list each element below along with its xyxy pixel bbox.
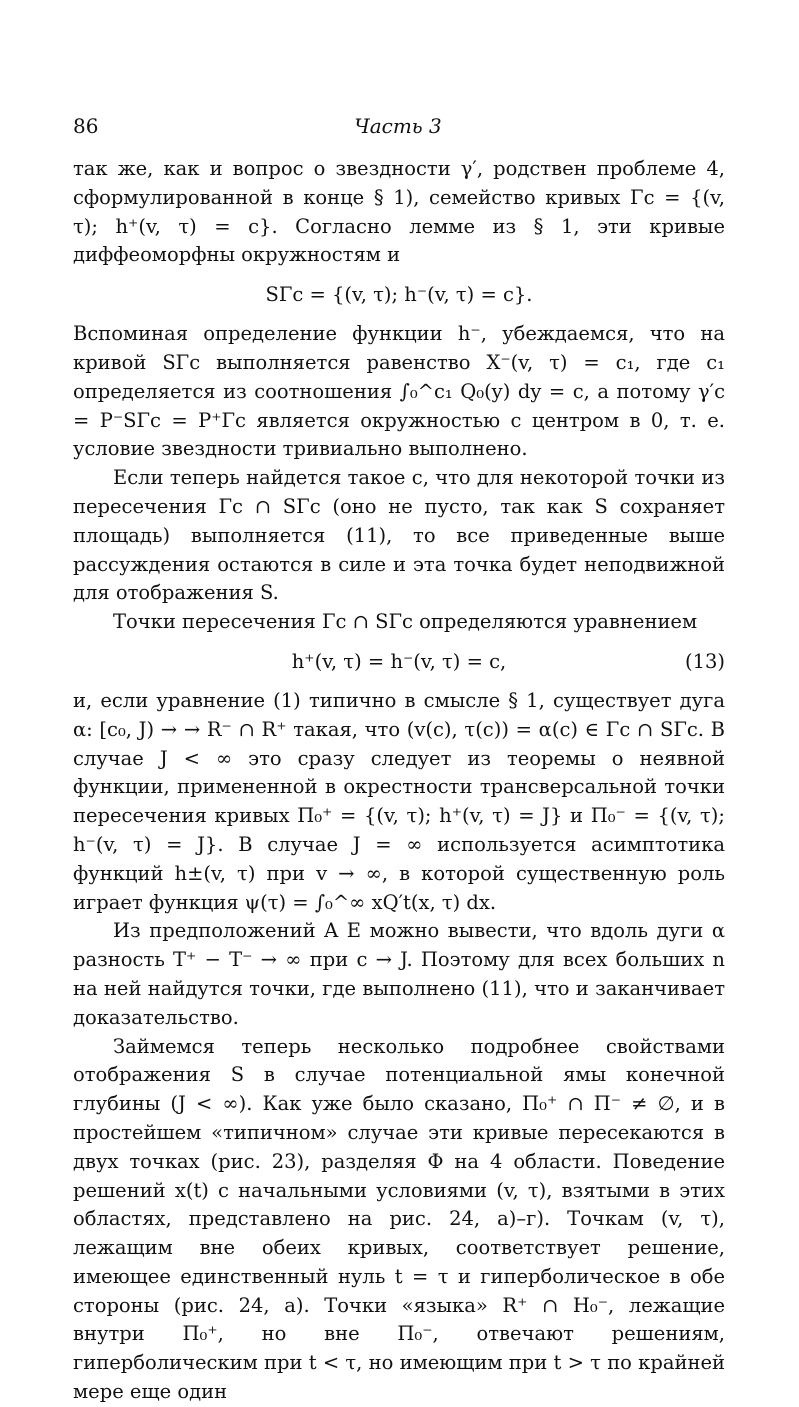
equation-text: SΓc = {(v, τ); h⁻(v, τ) = c}. [265,283,533,307]
display-equation-13 [73,647,725,677]
paragraph-1: так же, как и вопрос о звездности γ′, родствен проблеме 4, сформулированной в конце § 1), семейство кривых Γc = {(v, τ); h⁺(v, τ) = c}. Согласно лемме из § 1, эти кривые диффеоморфны окружностям и [73,157,725,267]
paragraph-2: Вспоминая определение функции h⁻, убеждаемся, что на кривой SΓc выполняется равенство X⁻(v, τ) = c₁, где c₁ определяется из соотношения ∫₀^c₁ Q₀(y) dy = c, а потому γ′c = P⁻SΓc = P⁺Γc является окружностью с центром в 0, т. е. условие звездности тривиально выполнено. [73,322,725,461]
page-header [73,114,723,140]
paragraph-3: Если теперь найдется такое c, что для некоторой точки из пересечения Γc ∩ SΓc (оно не пусто, так как S сохраняет площадь) выполняется (11), то все приведенные выше рассуждения остаются в силе и эта точка будет неподвижной для отображения S. [73,466,725,605]
equation-text: h⁺(v, τ) = h⁻(v, τ) = c, [291,649,507,673]
paragraph-6: Из предположений A E можно вывести, что вдоль дуги α разность T⁺ − T⁻ → ∞ при c → J. Поэтому для всех больших n на ней найдутся точки, где выполнено (11), что и заканчивает доказательство. [73,919,725,1029]
paragraph-5: и, если уравнение (1) типично в смысле § 1, существует дуга α: [c₀, J) → → R⁻ ∩ R⁺ такая, что (v(c), τ(c)) = α(c) ∈ Γc ∩ SΓc. В случае J < ∞ это сразу следует из теоремы о неявной функции, примененной в окрестности трансверсальной точки пересечения кривых Π₀⁺ = {(v, τ); h⁺(v, τ) = J} и Π₀⁻ = {(v, τ); h⁻(v, τ) = J}. В случае J = ∞ используется асимптотика функций h±(v, τ) при v → ∞, в которой существенную роль играет функция ψ(τ) = ∫₀^∞ xQ′t(x, τ) dx. [73,688,725,914]
paragraph-7: Займемся теперь несколько подробнее свойствами отображения S в случае потенциальной ямы конечной глубины (J < ∞). Как уже было сказано, Π₀⁺ ∩ Π⁻ ≠ ∅, и в простейшем «типичном» случае эти кривые пересекаются в двух точках (рис. 23), разделяя Φ на 4 области. Поведение решений x(t) с начальными условиями (v, τ), взятыми в этих областях, представлено на рис. 24, а)–г). Точкам (v, τ), лежащим вне обеих кривых, соответствует решение, имеющее единственный нуль t = τ и гиперболическое в обе стороны (рис. 24, а). Точки «языка» R⁺ ∩ H₀⁻, лежащие внутри Π₀⁺, но вне Π₀⁻, отвечают решениям, гиперболическим при t < τ, но имеющим при t > τ по крайней мере еще один [73,1034,725,1404]
running-title: Часть 3 [354,114,442,138]
page-body [73,155,725,1407]
page-number: 86 [73,114,99,138]
paragraph-4: Точки пересечения Γc ∩ SΓc определяются уравнением [113,610,698,634]
display-equation-1 [73,280,725,310]
equation-number: (13) [684,649,725,673]
